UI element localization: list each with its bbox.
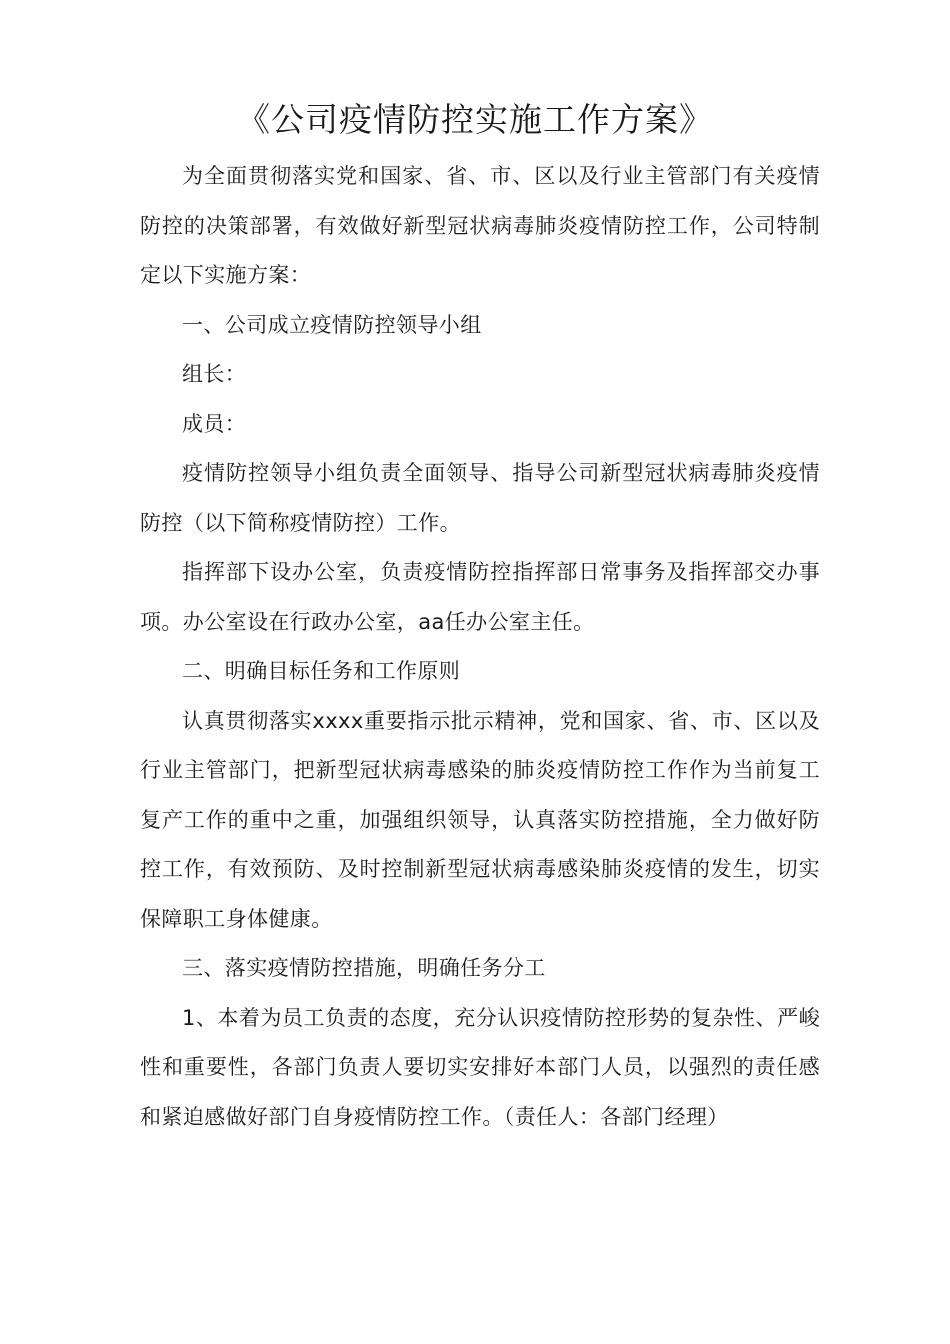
paragraph-intro: 为全面贯彻落实党和国家、省、市、区以及行业主管部门有关疫情防控的决策部署，有效做好新型冠状病毒肺炎疫情防控工作，公司特制定以下实施方案： <box>140 164 820 287</box>
paragraph-measure-1: 1、本着为员工负责的态度，充分认识疫情防控形势的复杂性、严峻性和重要性，各部门负责人要切实安排好本部门人员，以强烈的责任感和紧迫感做好部门自身疫情防控工作。（责任人：各部门经理） <box>140 1005 820 1129</box>
paragraph-office: 指挥部下设办公室，负责疫情防控指挥部日常事务及指挥部交办事项。办公室设在行政办公室，aa任办公室主任。 <box>140 560 820 634</box>
document-title: 《公司疫情防控实施工作方案》 <box>237 100 713 139</box>
section-heading-2: 二、明确目标任务和工作原则 <box>182 659 461 683</box>
section-heading-1: 一、公司成立疫情防控领导小组 <box>182 312 482 337</box>
members-line: 成员： <box>182 411 247 436</box>
document-body <box>140 152 820 1142</box>
section-heading-3: 三、落实疫情防控措施，明确任务分工 <box>182 956 546 980</box>
paragraph-group-duty: 疫情防控领导小组负责全面领导、指导公司新型冠状病毒肺炎疫情防控（以下简称疫情防控）工作。 <box>140 461 820 535</box>
paragraph-goals: 认真贯彻落实xxxx重要指示批示精神，党和国家、省、市、区以及行业主管部门，把新型冠状病毒感染的肺炎疫情防控工作作为当前复工复产工作的重中之重，加强组织领导，认真落实防控措施，全力做好防控工作，有效预防、及时控制新型冠状病毒感染肺炎疫情的发生，切实保障职工身体健康。 <box>140 708 820 931</box>
leader-line: 组长： <box>182 362 247 386</box>
